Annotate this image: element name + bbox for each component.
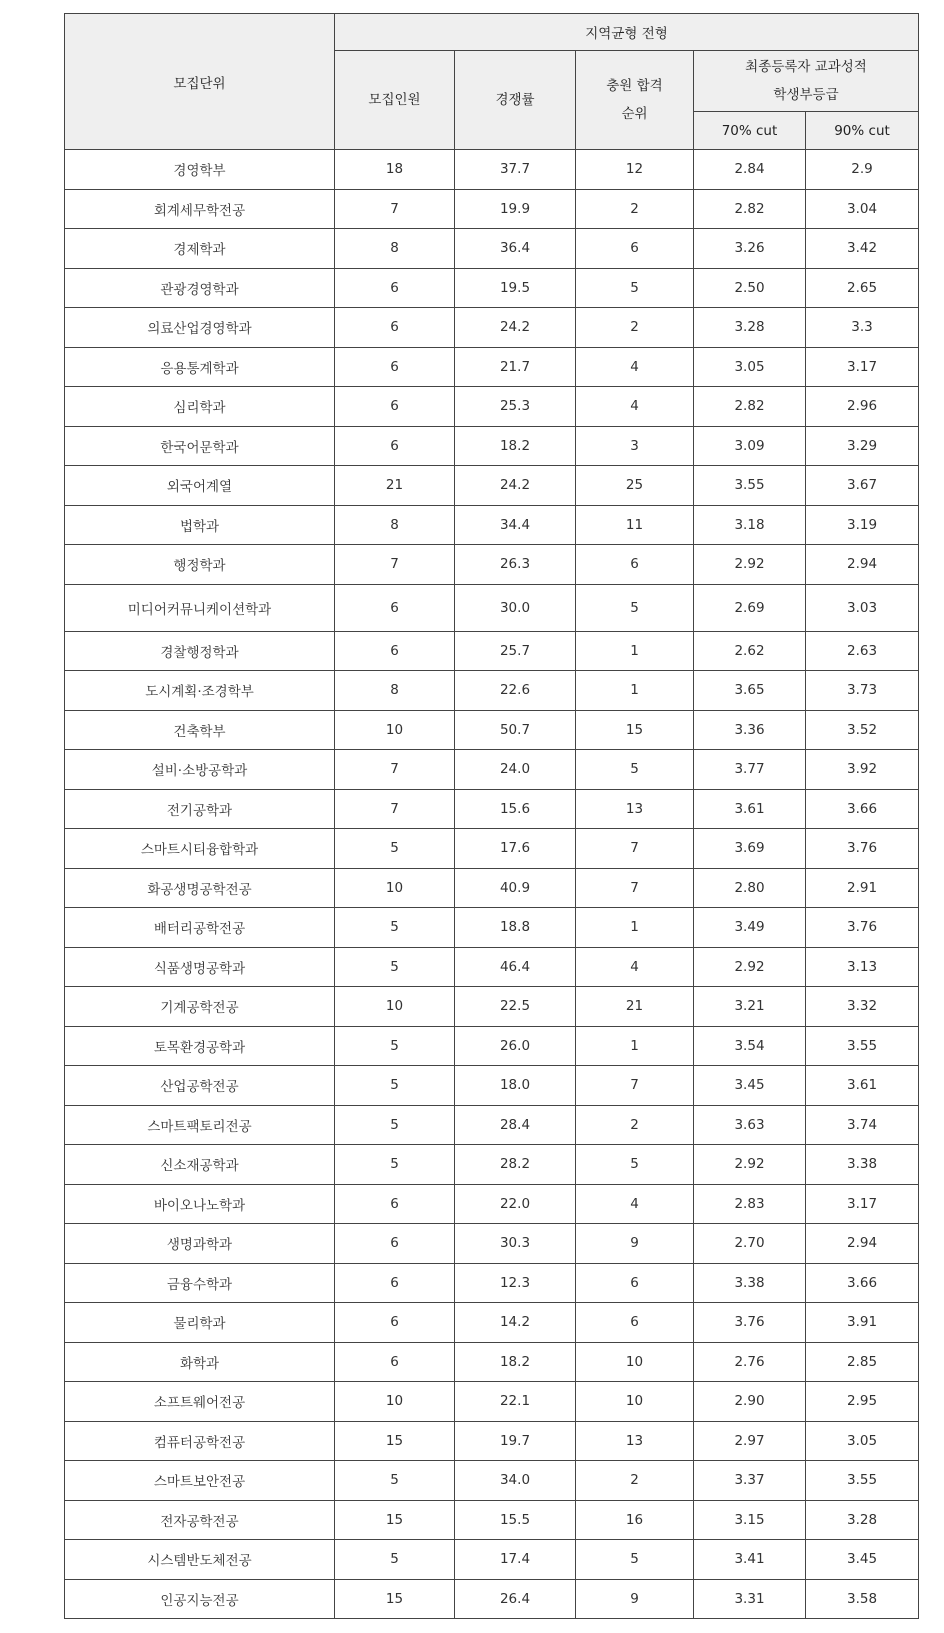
cell-cut70: 2.92: [694, 947, 806, 987]
table-row: [65, 1342, 919, 1382]
cell-cut70: 3.41: [694, 1540, 806, 1580]
cell-cut90: 3.76: [806, 829, 919, 869]
cell-unit: 응용통계학과: [65, 347, 335, 387]
cell-cut70: 2.90: [694, 1382, 806, 1422]
col-header-rank-line1: 충원 합격: [606, 78, 663, 94]
table-row: [65, 1461, 919, 1501]
cell-ratio: 25.7: [455, 631, 576, 671]
cell-cut90: 3.92: [806, 750, 919, 790]
cell-cut70: 3.37: [694, 1461, 806, 1501]
cell-ratio: 46.4: [455, 947, 576, 987]
table-row: [65, 947, 919, 987]
cell-unit: 설비·소방공학과: [65, 750, 335, 790]
cell-cut90: 2.85: [806, 1342, 919, 1382]
admission-results-table-wrapper: [64, 13, 918, 1619]
cell-rank: 16: [576, 1500, 694, 1540]
col-header-grade: [694, 51, 919, 112]
cell-rank: 9: [576, 1224, 694, 1264]
cell-rank: 5: [576, 268, 694, 308]
table-row: [65, 426, 919, 466]
cell-rank: 6: [576, 545, 694, 585]
cell-cut70: 3.69: [694, 829, 806, 869]
cell-unit: 전자공학전공: [65, 1500, 335, 1540]
cell-quota: 6: [335, 1303, 455, 1343]
cell-quota: 6: [335, 268, 455, 308]
cell-cut70: 2.82: [694, 189, 806, 229]
cell-unit: 산업공학전공: [65, 1066, 335, 1106]
cell-cut90: 3.55: [806, 1461, 919, 1501]
table-row: [65, 1184, 919, 1224]
table-row: [65, 229, 919, 269]
cell-cut90: 3.55: [806, 1026, 919, 1066]
cell-rank: 13: [576, 1421, 694, 1461]
cell-quota: 5: [335, 1540, 455, 1580]
cell-unit: 기계공학전공: [65, 987, 335, 1027]
cell-ratio: 22.6: [455, 671, 576, 711]
table-row: [65, 1579, 919, 1619]
cell-quota: 10: [335, 987, 455, 1027]
cell-cut70: 3.63: [694, 1105, 806, 1145]
cell-cut90: 3.19: [806, 505, 919, 545]
table-row: [65, 189, 919, 229]
cell-rank: 4: [576, 947, 694, 987]
cell-quota: 8: [335, 229, 455, 269]
cell-quota: 10: [335, 868, 455, 908]
cell-cut90: 3.52: [806, 710, 919, 750]
cell-unit: 경제학과: [65, 229, 335, 269]
cell-rank: 5: [576, 1145, 694, 1185]
cell-cut90: 3.42: [806, 229, 919, 269]
table-row: [65, 308, 919, 348]
cell-cut90: 3.76: [806, 908, 919, 948]
cell-rank: 21: [576, 987, 694, 1027]
cell-quota: 6: [335, 1184, 455, 1224]
cell-cut90: 3.73: [806, 671, 919, 711]
cell-ratio: 36.4: [455, 229, 576, 269]
cell-quota: 7: [335, 789, 455, 829]
admission-results-table: [64, 13, 919, 1619]
cell-ratio: 26.3: [455, 545, 576, 585]
cell-cut70: 2.92: [694, 1145, 806, 1185]
cell-rank: 13: [576, 789, 694, 829]
table-row: [65, 1540, 919, 1580]
cell-unit: 스마트보안전공: [65, 1461, 335, 1501]
cell-cut70: 2.82: [694, 387, 806, 427]
cell-rank: 1: [576, 631, 694, 671]
cell-cut70: 2.83: [694, 1184, 806, 1224]
cell-unit: 미디어커뮤니케이션학과: [65, 584, 335, 631]
col-header-rank: [576, 51, 694, 150]
cell-unit: 바이오나노학과: [65, 1184, 335, 1224]
cell-ratio: 15.5: [455, 1500, 576, 1540]
table-row: [65, 671, 919, 711]
cell-cut70: 2.50: [694, 268, 806, 308]
cell-rank: 12: [576, 150, 694, 190]
cell-ratio: 25.3: [455, 387, 576, 427]
cell-ratio: 22.1: [455, 1382, 576, 1422]
col-header-quota: 모집인원: [335, 51, 455, 150]
cell-ratio: 19.9: [455, 189, 576, 229]
cell-ratio: 18.0: [455, 1066, 576, 1106]
cell-quota: 21: [335, 466, 455, 506]
cell-ratio: 12.3: [455, 1263, 576, 1303]
table-row: [65, 466, 919, 506]
cell-quota: 8: [335, 671, 455, 711]
table-row: [65, 789, 919, 829]
col-header-grade-line1: 최종등록자 교과성적: [745, 59, 867, 75]
cell-unit: 도시계획·조경학부: [65, 671, 335, 711]
cell-cut70: 3.76: [694, 1303, 806, 1343]
cell-quota: 5: [335, 1066, 455, 1106]
table-row: [65, 1263, 919, 1303]
cell-cut90: 3.17: [806, 1184, 919, 1224]
cell-rank: 3: [576, 426, 694, 466]
cell-ratio: 15.6: [455, 789, 576, 829]
cell-ratio: 18.8: [455, 908, 576, 948]
cell-cut90: 3.66: [806, 789, 919, 829]
cell-unit: 컴퓨터공학전공: [65, 1421, 335, 1461]
cell-cut90: 2.9: [806, 150, 919, 190]
cell-quota: 18: [335, 150, 455, 190]
cell-cut70: 3.09: [694, 426, 806, 466]
cell-cut90: 2.91: [806, 868, 919, 908]
cell-cut70: 3.05: [694, 347, 806, 387]
cell-quota: 5: [335, 1105, 455, 1145]
cell-cut90: 2.96: [806, 387, 919, 427]
cell-ratio: 17.6: [455, 829, 576, 869]
cell-cut90: 3.13: [806, 947, 919, 987]
table-row: [65, 347, 919, 387]
cell-quota: 15: [335, 1579, 455, 1619]
table-row: [65, 1026, 919, 1066]
cell-unit: 경찰행정학과: [65, 631, 335, 671]
cell-cut90: 3.3: [806, 308, 919, 348]
cell-quota: 6: [335, 426, 455, 466]
cell-rank: 6: [576, 229, 694, 269]
table-row: [65, 1066, 919, 1106]
cell-unit: 시스템반도체전공: [65, 1540, 335, 1580]
cell-quota: 5: [335, 947, 455, 987]
cell-unit: 화공생명공학전공: [65, 868, 335, 908]
table-row: [65, 631, 919, 671]
table-header: [65, 14, 919, 150]
col-header-ratio: 경쟁률: [455, 51, 576, 150]
cell-cut90: 3.66: [806, 1263, 919, 1303]
cell-unit: 회계세무학전공: [65, 189, 335, 229]
cell-cut90: 3.61: [806, 1066, 919, 1106]
cell-cut70: 2.62: [694, 631, 806, 671]
table-row: [65, 1382, 919, 1422]
cell-rank: 2: [576, 189, 694, 229]
cell-cut70: 2.70: [694, 1224, 806, 1264]
cell-unit: 스마트팩토리전공: [65, 1105, 335, 1145]
cell-unit: 배터리공학전공: [65, 908, 335, 948]
cell-unit: 스마트시티융합학과: [65, 829, 335, 869]
cell-unit: 생명과학과: [65, 1224, 335, 1264]
cell-cut90: 3.32: [806, 987, 919, 1027]
cell-cut70: 3.28: [694, 308, 806, 348]
table-row: [65, 1105, 919, 1145]
cell-cut90: 2.94: [806, 545, 919, 585]
cell-rank: 7: [576, 829, 694, 869]
cell-ratio: 18.2: [455, 1342, 576, 1382]
cell-cut70: 3.61: [694, 789, 806, 829]
table-row: [65, 387, 919, 427]
cell-unit: 한국어문학과: [65, 426, 335, 466]
cell-ratio: 34.0: [455, 1461, 576, 1501]
cell-unit: 금융수학과: [65, 1263, 335, 1303]
cell-ratio: 19.7: [455, 1421, 576, 1461]
cell-quota: 15: [335, 1421, 455, 1461]
cell-cut90: 3.58: [806, 1579, 919, 1619]
cell-rank: 15: [576, 710, 694, 750]
cell-cut70: 2.97: [694, 1421, 806, 1461]
cell-quota: 5: [335, 908, 455, 948]
cell-rank: 6: [576, 1303, 694, 1343]
table-row: [65, 908, 919, 948]
cell-ratio: 17.4: [455, 1540, 576, 1580]
cell-unit: 외국어계열: [65, 466, 335, 506]
table-row: [65, 545, 919, 585]
cell-rank: 4: [576, 347, 694, 387]
table-row: [65, 1303, 919, 1343]
cell-rank: 1: [576, 1026, 694, 1066]
cell-rank: 5: [576, 584, 694, 631]
cell-unit: 신소재공학과: [65, 1145, 335, 1185]
cell-unit: 경영학부: [65, 150, 335, 190]
cell-quota: 6: [335, 347, 455, 387]
cell-ratio: 24.0: [455, 750, 576, 790]
cell-cut90: 3.45: [806, 1540, 919, 1580]
cell-cut70: 2.76: [694, 1342, 806, 1382]
cell-rank: 1: [576, 908, 694, 948]
cell-quota: 7: [335, 545, 455, 585]
cell-rank: 5: [576, 750, 694, 790]
cell-rank: 10: [576, 1342, 694, 1382]
cell-quota: 6: [335, 631, 455, 671]
table-row: [65, 829, 919, 869]
cell-rank: 25: [576, 466, 694, 506]
cell-cut90: 3.04: [806, 189, 919, 229]
cell-quota: 5: [335, 1026, 455, 1066]
cell-ratio: 40.9: [455, 868, 576, 908]
cell-unit: 심리학과: [65, 387, 335, 427]
cell-cut90: 3.67: [806, 466, 919, 506]
cell-cut90: 3.29: [806, 426, 919, 466]
cell-quota: 10: [335, 1382, 455, 1422]
cell-ratio: 24.2: [455, 308, 576, 348]
cell-quota: 6: [335, 387, 455, 427]
table-row: [65, 987, 919, 1027]
cell-quota: 10: [335, 710, 455, 750]
cell-cut70: 3.45: [694, 1066, 806, 1106]
cell-cut70: 3.54: [694, 1026, 806, 1066]
cell-cut90: 3.05: [806, 1421, 919, 1461]
cell-cut70: 3.38: [694, 1263, 806, 1303]
table-row: [65, 868, 919, 908]
cell-rank: 7: [576, 868, 694, 908]
cell-quota: 5: [335, 829, 455, 869]
col-header-cut70: 70% cut: [694, 112, 806, 150]
cell-cut70: 3.77: [694, 750, 806, 790]
cell-rank: 5: [576, 1540, 694, 1580]
cell-ratio: 18.2: [455, 426, 576, 466]
cell-cut70: 3.18: [694, 505, 806, 545]
table-row: [65, 268, 919, 308]
table-row: [65, 1145, 919, 1185]
cell-unit: 물리학과: [65, 1303, 335, 1343]
cell-rank: 2: [576, 308, 694, 348]
cell-ratio: 37.7: [455, 150, 576, 190]
cell-ratio: 26.4: [455, 1579, 576, 1619]
cell-ratio: 34.4: [455, 505, 576, 545]
cell-cut70: 3.15: [694, 1500, 806, 1540]
cell-cut90: 2.63: [806, 631, 919, 671]
cell-quota: 15: [335, 1500, 455, 1540]
header-row-1: [65, 14, 919, 51]
cell-quota: 5: [335, 1145, 455, 1185]
cell-cut90: 3.03: [806, 584, 919, 631]
table-body: [65, 150, 919, 1619]
cell-cut70: 3.49: [694, 908, 806, 948]
cell-quota: 8: [335, 505, 455, 545]
table-row: [65, 584, 919, 631]
cell-unit: 의료산업경영학과: [65, 308, 335, 348]
cell-ratio: 30.0: [455, 584, 576, 631]
cell-unit: 전기공학과: [65, 789, 335, 829]
cell-cut70: 3.55: [694, 466, 806, 506]
cell-cut70: 2.69: [694, 584, 806, 631]
cell-rank: 1: [576, 671, 694, 711]
cell-rank: 11: [576, 505, 694, 545]
cell-cut90: 3.74: [806, 1105, 919, 1145]
cell-quota: 6: [335, 584, 455, 631]
cell-cut70: 3.21: [694, 987, 806, 1027]
cell-quota: 6: [335, 1342, 455, 1382]
cell-ratio: 22.5: [455, 987, 576, 1027]
cell-cut90: 2.95: [806, 1382, 919, 1422]
cell-cut70: 3.36: [694, 710, 806, 750]
cell-unit: 토목환경공학과: [65, 1026, 335, 1066]
col-header-unit: 모집단위: [65, 14, 335, 150]
cell-cut90: 3.38: [806, 1145, 919, 1185]
col-header-grade-line2: 학생부등급: [773, 87, 839, 103]
cell-rank: 4: [576, 1184, 694, 1224]
cell-ratio: 14.2: [455, 1303, 576, 1343]
cell-quota: 7: [335, 750, 455, 790]
cell-ratio: 24.2: [455, 466, 576, 506]
cell-cut70: 3.65: [694, 671, 806, 711]
cell-ratio: 28.2: [455, 1145, 576, 1185]
table-row: [65, 1421, 919, 1461]
cell-unit: 행정학과: [65, 545, 335, 585]
cell-unit: 법학과: [65, 505, 335, 545]
cell-ratio: 21.7: [455, 347, 576, 387]
cell-cut70: 2.84: [694, 150, 806, 190]
cell-quota: 6: [335, 1263, 455, 1303]
table-row: [65, 505, 919, 545]
cell-rank: 2: [576, 1105, 694, 1145]
cell-unit: 식품생명공학과: [65, 947, 335, 987]
cell-unit: 건축학부: [65, 710, 335, 750]
cell-cut70: 3.26: [694, 229, 806, 269]
table-row: [65, 1500, 919, 1540]
col-header-cut90: 90% cut: [806, 112, 919, 150]
cell-quota: 7: [335, 189, 455, 229]
cell-cut90: 2.65: [806, 268, 919, 308]
table-row: [65, 1224, 919, 1264]
cell-unit: 소프트웨어전공: [65, 1382, 335, 1422]
cell-ratio: 30.3: [455, 1224, 576, 1264]
table-row: [65, 710, 919, 750]
cell-unit: 화학과: [65, 1342, 335, 1382]
table-row: [65, 750, 919, 790]
col-header-group: 지역균형 전형: [335, 14, 919, 51]
col-header-rank-line2: 순위: [621, 106, 648, 122]
cell-rank: 10: [576, 1382, 694, 1422]
cell-cut70: 2.92: [694, 545, 806, 585]
cell-unit: 관광경영학과: [65, 268, 335, 308]
cell-rank: 6: [576, 1263, 694, 1303]
cell-ratio: 22.0: [455, 1184, 576, 1224]
cell-cut90: 3.91: [806, 1303, 919, 1343]
cell-rank: 2: [576, 1461, 694, 1501]
cell-cut90: 2.94: [806, 1224, 919, 1264]
cell-quota: 6: [335, 308, 455, 348]
cell-rank: 4: [576, 387, 694, 427]
cell-cut90: 3.28: [806, 1500, 919, 1540]
cell-rank: 9: [576, 1579, 694, 1619]
cell-ratio: 19.5: [455, 268, 576, 308]
cell-cut70: 3.31: [694, 1579, 806, 1619]
cell-unit: 인공지능전공: [65, 1579, 335, 1619]
cell-rank: 7: [576, 1066, 694, 1106]
cell-ratio: 50.7: [455, 710, 576, 750]
cell-cut70: 2.80: [694, 868, 806, 908]
cell-ratio: 26.0: [455, 1026, 576, 1066]
table-row: [65, 150, 919, 190]
cell-cut90: 3.17: [806, 347, 919, 387]
cell-quota: 5: [335, 1461, 455, 1501]
cell-quota: 6: [335, 1224, 455, 1264]
cell-ratio: 28.4: [455, 1105, 576, 1145]
